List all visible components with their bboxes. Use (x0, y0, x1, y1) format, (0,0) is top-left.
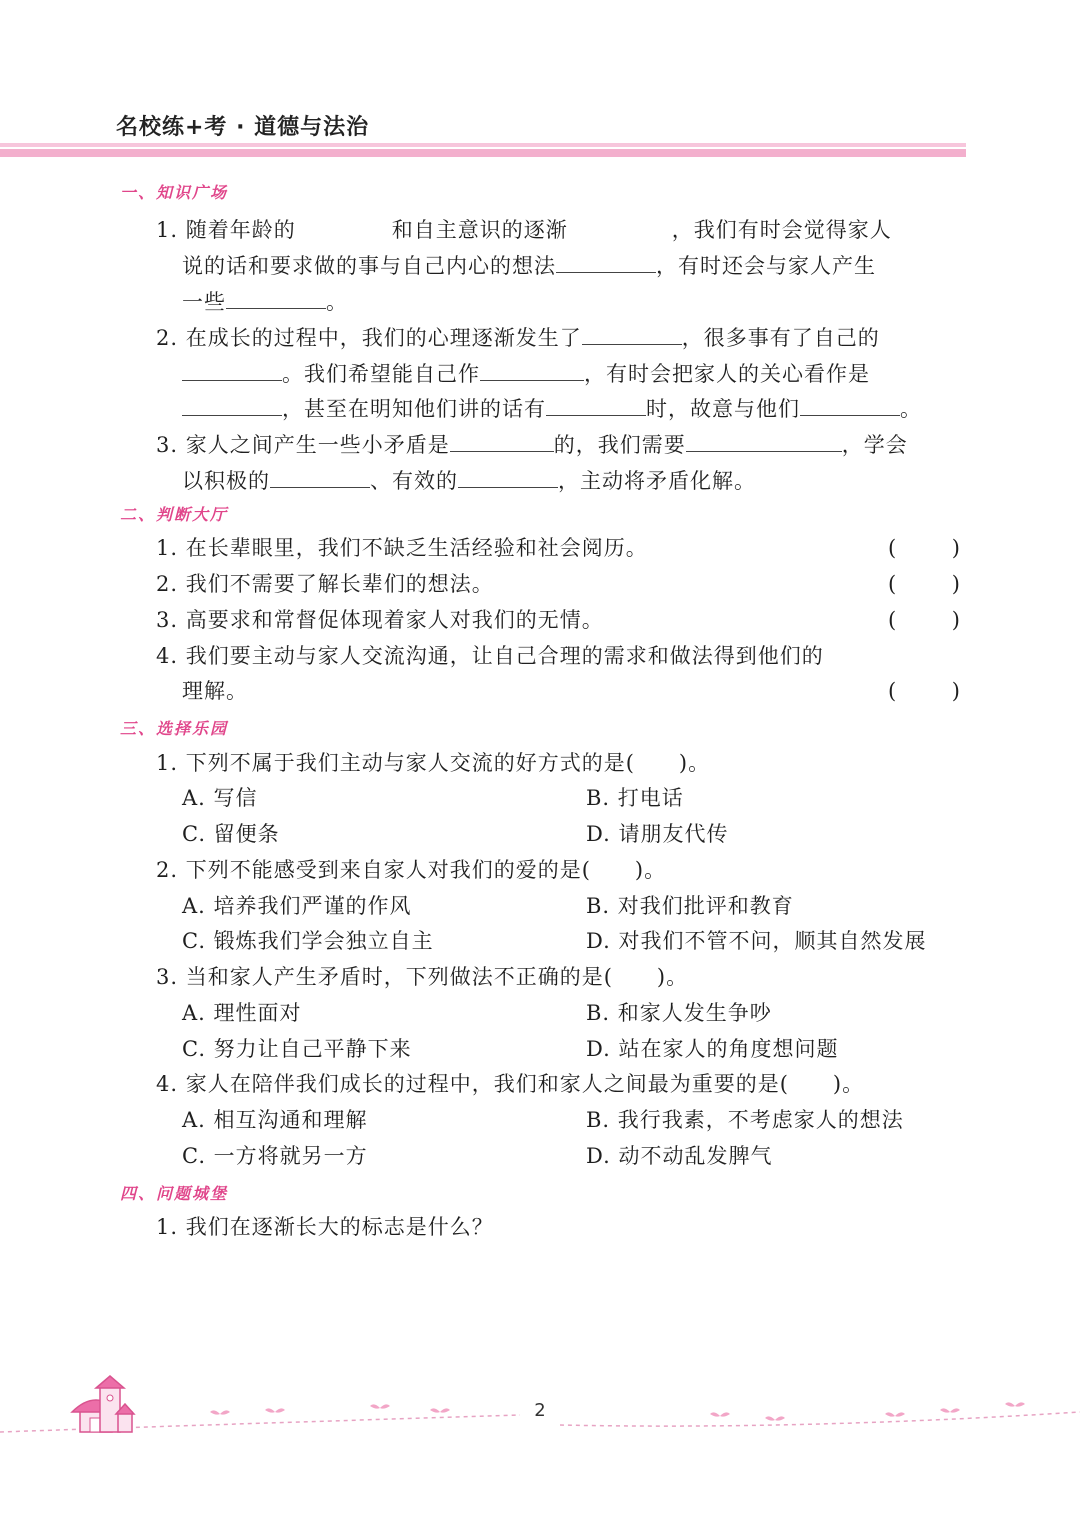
text: ，学会 (841, 433, 908, 457)
text: ，主动将矛盾化解。 (558, 469, 756, 493)
text: 。 (900, 397, 922, 421)
choice-q3-option-c[interactable]: C. 努力让自己平静下来 (182, 1037, 412, 1061)
choice-q4-option-c[interactable]: C. 一方将就另一方 (182, 1144, 368, 1168)
q3-line-2 (182, 463, 756, 495)
text: 1. 随着年龄的 (156, 218, 296, 242)
text: 一些 (182, 290, 226, 314)
sprout-icons (210, 1402, 1025, 1420)
answer-paren[interactable] (888, 677, 960, 705)
header-divider (0, 143, 966, 157)
answer-paren[interactable] (888, 606, 960, 634)
blank[interactable] (800, 391, 900, 416)
q1-line-3 (182, 284, 348, 316)
choice-q1-option-d[interactable]: D. 请朋友代传 (586, 822, 729, 846)
paren-close: ) (951, 572, 960, 596)
judge-item-3: 3. 高要求和常督促体现着家人对我们的无情。 (156, 608, 604, 632)
sprout-icon (940, 1408, 960, 1412)
q2-line-1 (156, 320, 880, 352)
choice-q2-option-a[interactable]: A. 培养我们严谨的作风 (182, 894, 412, 918)
sprout-icon (430, 1408, 450, 1412)
text: 以积极的 (182, 469, 270, 493)
paren-close: ) (951, 608, 960, 632)
blank[interactable] (480, 356, 584, 381)
text: 时，故意与他们 (646, 397, 800, 421)
judge-item-2: 2. 我们不需要了解长辈们的想法。 (156, 572, 494, 596)
text: 的，我们需要 (553, 433, 686, 457)
answer-paren[interactable] (888, 570, 960, 598)
section-title-questions: 四、问题城堡 (120, 1184, 229, 1203)
q2-line-2 (182, 356, 870, 388)
sprout-icon (265, 1408, 285, 1412)
blank[interactable] (450, 427, 554, 452)
choice-q3-option-d[interactable]: D. 站在家人的角度想问题 (586, 1037, 839, 1061)
paren-open: ( (888, 679, 897, 703)
q2-line-3 (182, 391, 922, 423)
choice-q1-option-a[interactable]: A. 写信 (182, 786, 258, 810)
text: 和自主意识的逐渐 (391, 218, 568, 242)
choice-q2-stem: 2. 下列不能感受到来自家人对我们的爱的是( )。 (156, 858, 667, 882)
blank[interactable] (182, 391, 282, 416)
choice-q1-option-b[interactable]: B. 打电话 (586, 786, 684, 810)
sprout-icon (710, 1412, 730, 1416)
choice-q2-option-c[interactable]: C. 锻炼我们学会独立自主 (182, 929, 434, 953)
section-title-choice: 三、选择乐园 (120, 719, 229, 738)
text: 。我们希望能自己作 (282, 362, 480, 386)
dashed-vine-left (0, 1415, 520, 1432)
q1-line-2 (182, 248, 876, 280)
blank[interactable] (270, 463, 370, 488)
text: ，我们有时会觉得家人 (671, 218, 892, 242)
choice-q1-option-c[interactable]: C. 留便条 (182, 822, 280, 846)
blank[interactable] (686, 427, 842, 452)
choice-q3-stem: 3. 当和家人产生矛盾时，下列做法不正确的是( )。 (156, 965, 689, 989)
text: 。 (326, 290, 348, 314)
sprout-icon (885, 1412, 905, 1416)
judge-item-4: 4. 我们要主动与家人交流沟通，让自己合理的需求和做法得到他们的 (156, 644, 824, 668)
q3-line-1 (156, 427, 908, 459)
paren-open: ( (888, 572, 897, 596)
question-q1: 1. 我们在逐渐长大的标志是什么？ (156, 1215, 494, 1239)
paren-open: ( (888, 536, 897, 560)
blank[interactable] (458, 463, 558, 488)
choice-q4-stem: 4. 家人在陪伴我们成长的过程中，我们和家人之间最为重要的是( )。 (156, 1072, 865, 1096)
choice-q2-option-b[interactable]: B. 对我们批评和教育 (586, 894, 794, 918)
dashed-vine-right (560, 1412, 1080, 1426)
section-title-knowledge: 一、知识广场 (120, 183, 229, 202)
blank[interactable] (226, 284, 326, 309)
answer-paren[interactable] (888, 534, 960, 562)
text: 2. 在成长的过程中，我们的心理逐渐发生了 (156, 326, 582, 350)
text: ，甚至在明知他们讲的话有 (282, 397, 546, 421)
text: ，很多事有了自己的 (681, 326, 880, 350)
section-title-judgement: 二、判断大厅 (120, 505, 229, 524)
blank[interactable] (182, 356, 282, 381)
sprout-icon (370, 1404, 390, 1408)
blank[interactable] (568, 212, 672, 237)
choice-q4-option-a[interactable]: A. 相互沟通和理解 (182, 1108, 368, 1132)
page-number: 2 (534, 1400, 546, 1421)
choice-q4-option-d[interactable]: D. 动不动乱发脾气 (586, 1144, 773, 1168)
sprout-icon (1005, 1402, 1025, 1406)
text: ，有时还会与家人产生 (656, 254, 876, 278)
paren-close: ) (951, 536, 960, 560)
choice-q2-option-d[interactable]: D. 对我们不管不问，顺其自然发展 (586, 929, 927, 953)
choice-q3-option-b[interactable]: B. 和家人发生争吵 (586, 1001, 772, 1025)
judge-item-1: 1. 在长辈眼里，我们不缺乏生活经验和社会阅历。 (156, 536, 648, 560)
blank[interactable] (582, 320, 682, 345)
text: ，有时会把家人的关心看作是 (584, 362, 870, 386)
blank[interactable] (296, 212, 392, 237)
q1-line-1 (156, 212, 892, 244)
text: 3. 家人之间产生一些小矛盾是 (156, 433, 450, 457)
page-header-title: 名校练+考 · 道德与法治 (116, 115, 370, 140)
house-icon (72, 1376, 134, 1432)
blank[interactable] (546, 391, 646, 416)
paren-open: ( (888, 608, 897, 632)
text: 说的话和要求做的事与自己内心的想法 (182, 254, 556, 278)
judge-item-4-cont: 理解。 (182, 679, 248, 703)
paren-close: ) (951, 679, 960, 703)
choice-q1-stem: 1. 下列不属于我们主动与家人交流的好方式的是( )。 (156, 751, 711, 775)
sprout-icon (765, 1416, 785, 1420)
choice-q4-option-b[interactable]: B. 我行我素，不考虑家人的想法 (586, 1108, 904, 1132)
text: 、有效的 (370, 469, 458, 493)
sprout-icon (210, 1410, 230, 1414)
blank[interactable] (556, 248, 656, 273)
choice-q3-option-a[interactable]: A. 理性面对 (182, 1001, 302, 1025)
